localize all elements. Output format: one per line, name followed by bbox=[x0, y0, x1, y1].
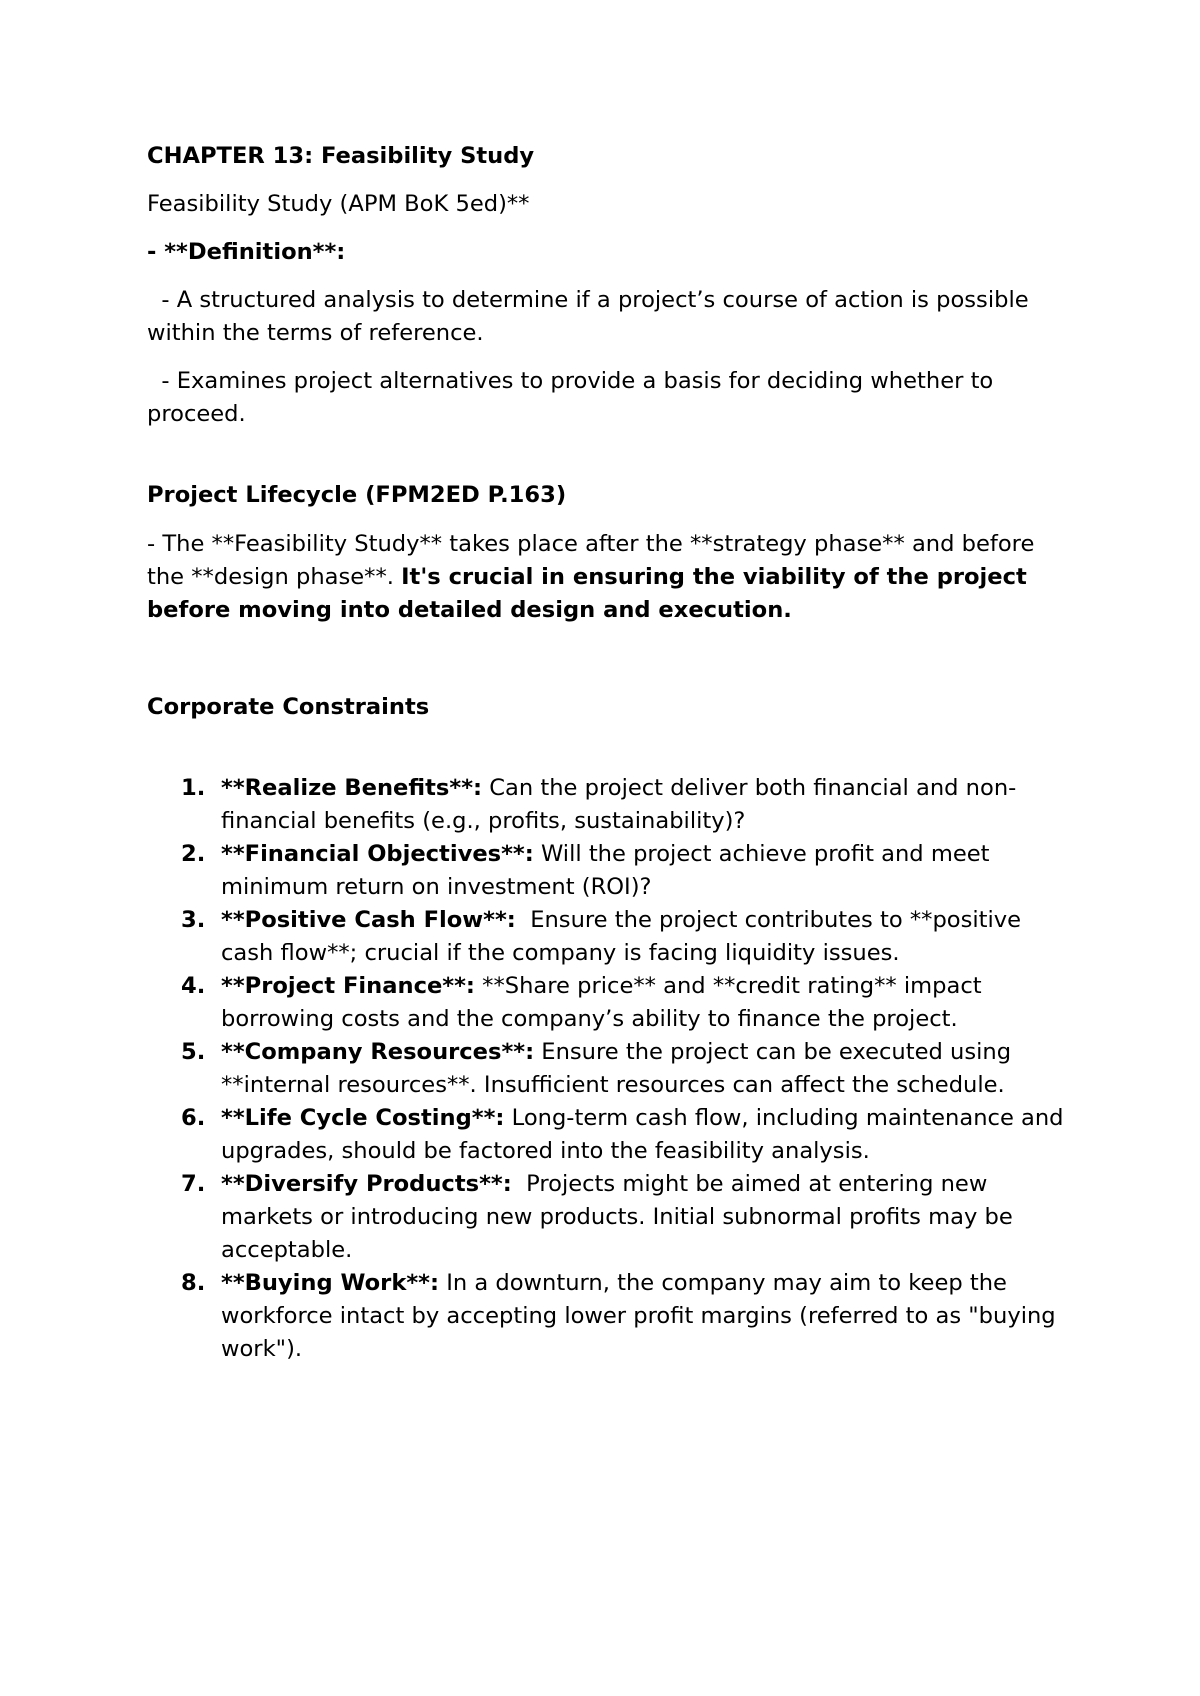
item-number: 5. bbox=[181, 1039, 206, 1065]
item-label: **Diversify Products**: bbox=[221, 1171, 512, 1197]
list-item bbox=[147, 838, 1077, 904]
item-number: 8. bbox=[181, 1270, 206, 1296]
item-text: Projects might be aimed at entering new markets or introducing new products. Initial subnormal profits may be acceptable. bbox=[221, 1171, 1020, 1263]
item-text: Ensure the project can be executed using **internal resources**. Insufficient resources can affect the schedule. bbox=[221, 1039, 1019, 1098]
item-text: Long-term cash flow, including maintenance and upgrades, should be factored into the feasibility analysis. bbox=[221, 1105, 1071, 1164]
list-item bbox=[147, 970, 1077, 1036]
item-text: **Share price** and **credit rating** impact borrowing costs and the company’s ability to finance the project. bbox=[221, 973, 989, 1032]
item-label: **Life Cycle Costing**: bbox=[221, 1105, 505, 1131]
constraints-list bbox=[147, 772, 1077, 1366]
list-item bbox=[147, 1102, 1077, 1168]
definition-item: - Examines project alternatives to provide a basis for deciding whether to proceed. bbox=[147, 368, 1001, 427]
lifecycle-emphasis: It's crucial in ensuring the viability of the project before moving into detailed design and execution. bbox=[147, 564, 1027, 623]
item-text: Can the project deliver both financial and non-financial benefits (e.g., profits, sustainability)? bbox=[221, 775, 1017, 834]
definition-heading: - **Definition**: bbox=[147, 239, 346, 265]
lifecycle-paragraph bbox=[147, 528, 1077, 627]
chapter-title: CHAPTER 13: Feasibility Study bbox=[147, 143, 535, 169]
list-item bbox=[147, 1168, 1077, 1267]
constraints-heading: Corporate Constraints bbox=[147, 694, 430, 720]
item-number: 7. bbox=[181, 1171, 206, 1197]
item-label: **Project Finance**: bbox=[221, 973, 475, 999]
subtitle: Feasibility Study (APM BoK 5ed)** bbox=[147, 191, 530, 217]
list-item bbox=[147, 772, 1077, 838]
item-number: 2. bbox=[181, 841, 206, 867]
item-text: Ensure the project contributes to **positive cash flow**; crucial if the company is facing liquidity issues. bbox=[221, 907, 1029, 966]
document-page bbox=[147, 140, 1077, 1366]
item-text: Will the project achieve profit and meet minimum return on investment (ROI)? bbox=[221, 841, 997, 900]
list-item bbox=[147, 1267, 1077, 1366]
item-text: In a downturn, the company may aim to keep the workforce intact by accepting lower profit margins (referred to as "buying work"). bbox=[221, 1270, 1063, 1362]
item-number: 1. bbox=[181, 775, 206, 801]
item-label: **Financial Objectives**: bbox=[221, 841, 534, 867]
list-item bbox=[147, 904, 1077, 970]
item-label: **Company Resources**: bbox=[221, 1039, 535, 1065]
item-label: **Positive Cash Flow**: bbox=[221, 907, 516, 933]
list-item bbox=[147, 1036, 1077, 1102]
item-number: 4. bbox=[181, 973, 206, 999]
lifecycle-text: - The **Feasibility Study** takes place after the **strategy phase** and before the **design phase**. bbox=[147, 531, 1035, 590]
item-number: 6. bbox=[181, 1105, 206, 1131]
definition-item: - A structured analysis to determine if a project’s course of action is possible within the terms of reference. bbox=[147, 287, 1036, 346]
lifecycle-heading: Project Lifecycle (FPM2ED P.163) bbox=[147, 482, 567, 508]
item-number: 3. bbox=[181, 907, 206, 933]
item-label: **Realize Benefits**: bbox=[221, 775, 483, 801]
item-label: **Buying Work**: bbox=[221, 1270, 440, 1296]
